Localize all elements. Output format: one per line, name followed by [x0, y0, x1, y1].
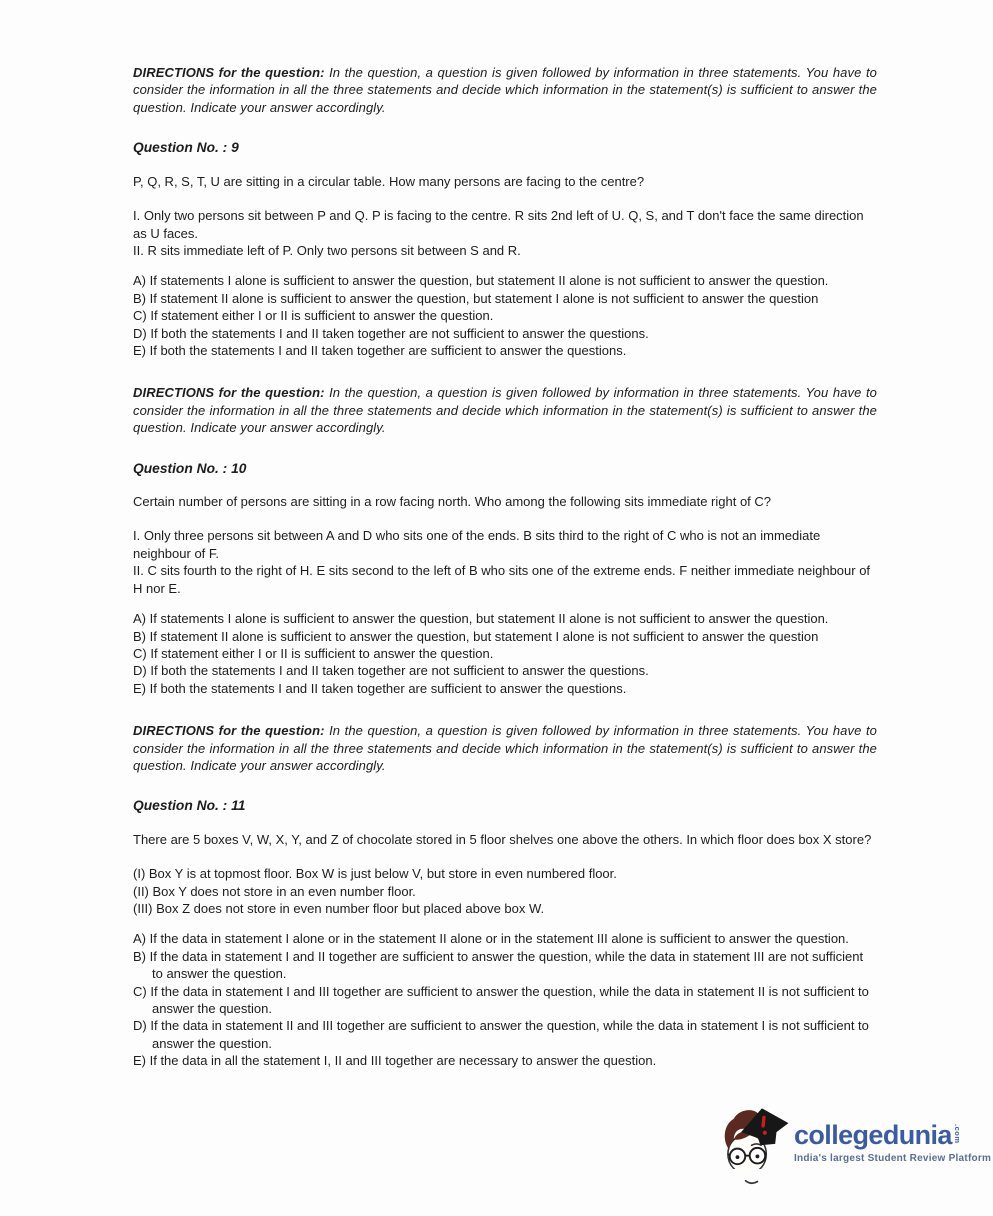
- directions-text: In the question, a question is given followed by information in three statements. You have to consider the information in all the three statements and decide which information in the statement(s) is sufficient to answer the question. Indicate your answer accordingly.: [133, 723, 877, 773]
- directions-text: In the question, a question is given followed by information in three statements. You have to consider the information in all the three statements and decide which information in the statement(s) is sufficient to answer the question. Indicate your answer accordingly.: [133, 65, 877, 115]
- answer-option-a: A) If the data in statement I alone or in the statement II alone or in the statement III alone is sufficient to answer the question.: [133, 931, 849, 947]
- question-section-9: [133, 64, 877, 359]
- answer-option-e: E) If the data in all the statement I, II and III together are necessary to answer the question.: [133, 1053, 657, 1069]
- question-text: Certain number of persons are sitting in a row facing north. Who among the following sits immediate right of C?: [133, 494, 772, 510]
- question-text: P, Q, R, S, T, U are sitting in a circular table. How many persons are facing to the centre?: [133, 173, 645, 189]
- answer-option-c: C) If the data in statement I and III together are sufficient to answer the question, while the data in statement II is not sufficient to answer the question.: [133, 983, 869, 1017]
- brand-tagline: India's largest Student Review Platform: [794, 1153, 992, 1164]
- question-number-label: Question No. : 10: [133, 460, 247, 476]
- answer-option-c: C) If statement either I or II is sufficient to answer the question.: [133, 308, 494, 324]
- statement-1: I. Only three persons sit between A and D who sits one of the ends. B sits third to the right of C who is not an immediate neighbour of F.: [133, 528, 821, 561]
- answer-option-b: B) If statement II alone is sufficient to answer the question, but statement I alone is not sufficient to answer the question: [133, 628, 819, 644]
- statement-2: II. C sits fourth to the right of H. E sits second to the left of B who sits one of the extreme ends. F neither immediate neighbour of H nor E.: [133, 563, 871, 596]
- brand-domain-suffix: .com: [952, 1124, 962, 1144]
- brand-name: collegedunia: [794, 1120, 952, 1150]
- statement-1: I. Only two persons sit between P and Q. P is facing to the centre. R sits 2nd left of U. Q, S, and T don't face the same direction as U faces.: [133, 208, 864, 241]
- directions-paragraph: [133, 722, 877, 774]
- answer-option-d: D) If both the statements I and II taken together are not sufficient to answer the questions.: [133, 663, 649, 679]
- logo-text-block: [794, 1098, 991, 1164]
- collegedunia-mascot-icon: [716, 1098, 790, 1200]
- statement-2: (II) Box Y does not store in an even number floor.: [133, 883, 416, 899]
- statements-block: [133, 865, 877, 917]
- answer-option-e: E) If both the statements I and II taken together are sufficient to answer the questions.: [133, 680, 627, 696]
- statement-3: (III) Box Z does not store in even number floor but placed above box W.: [133, 901, 545, 917]
- answer-option-a: A) If statements I alone is sufficient to answer the question, but statement II alone is not sufficient to answer the question.: [133, 273, 829, 289]
- answer-option-b: B) If the data in statement I and II together are sufficient to answer the question, while the data in statement III are not sufficient to answer the question.: [133, 948, 864, 982]
- question-section-10: [133, 384, 877, 697]
- answer-option-b: B) If statement II alone is sufficient to answer the question, but statement I alone is not sufficient to answer the question: [133, 290, 819, 306]
- options-block: [133, 610, 877, 697]
- question-section-11: [133, 722, 877, 1070]
- statement-1: (I) Box Y is at topmost floor. Box W is just below V, but store in even numbered floor.: [133, 866, 617, 882]
- answer-option-d: D) If the data in statement II and III together are sufficient to answer the question, while the data in statement I is not sufficient to answer the question.: [133, 1018, 869, 1051]
- options-block: [133, 272, 877, 359]
- answer-option-d: D) If both the statements I and II taken together are not sufficient to answer the questions.: [133, 325, 649, 341]
- question-paper-page: [133, 64, 877, 1095]
- directions-paragraph: [133, 64, 877, 116]
- question-number-label: Question No. : 11: [133, 798, 246, 814]
- directions-label: DIRECTIONS for the question:: [133, 65, 325, 80]
- collegedunia-logo: [716, 1098, 992, 1200]
- directions-label: DIRECTIONS for the question:: [133, 723, 325, 739]
- question-number-label: Question No. : 9: [133, 140, 239, 156]
- statements-block: [133, 527, 877, 597]
- answer-option-a: A) If statements I alone is sufficient to answer the question, but statement II alone is not sufficient to answer the question.: [133, 611, 829, 627]
- answer-option-e: E) If both the statements I and II taken together are sufficient to answer the questions.: [133, 342, 627, 358]
- directions-text: In the question, a question is given followed by information in three statements. You have to consider the information in all the three statements and decide which information in the statement(s) is sufficient to answer the question. Indicate your answer accordingly.: [133, 385, 877, 436]
- answer-option-c: C) If statement either I or II is sufficient to answer the question.: [133, 645, 494, 661]
- directions-label: DIRECTIONS for the question:: [133, 385, 325, 401]
- directions-paragraph: [133, 384, 877, 436]
- question-text: There are 5 boxes V, W, X, Y, and Z of chocolate stored in 5 floor shelves one above the others. In which floor does box X store?: [133, 831, 872, 847]
- statements-block: [133, 207, 877, 259]
- statement-2: II. R sits immediate left of P. Only two persons sit between S and R.: [133, 242, 521, 258]
- options-block: [133, 930, 877, 1069]
